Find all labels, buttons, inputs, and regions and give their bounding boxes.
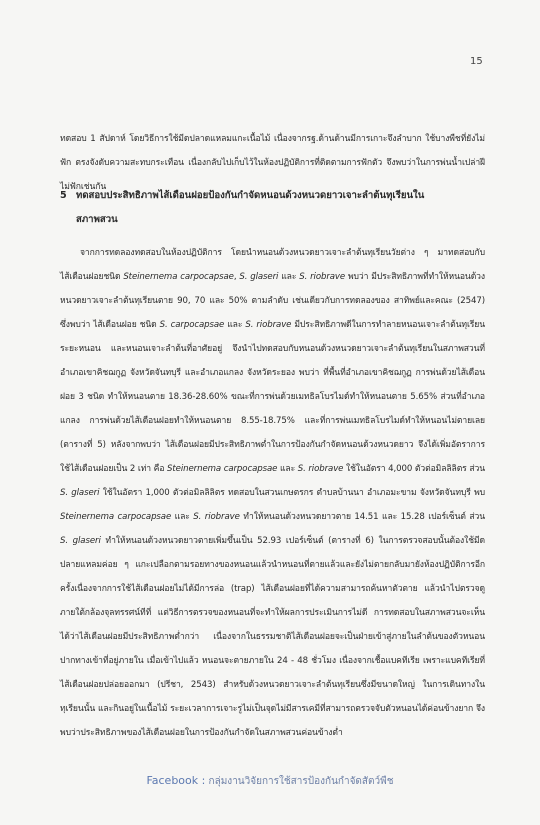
body-text: และ	[224, 319, 246, 330]
body-text: มีประสิทธิภาพดีในการทำลายหนอนเจาะลำต้นทุเรียนระยะหนอน และหนอนเจาะลำต้นที่อาศัยอยู่ จึงนำไปทดสอบกับหนอนด้วงหนวดยาวเจาะลำต้นทุเรียนในสภาพสวนที่อำเภอเขาคิชฌกูฏ จังหวัดจันทบุรี และอำเภอแกลง จังหวัดระยอง พบว่า ที่พื้นที่อำเภอเขาคิชฌกูฏ การพ่นด้วยไส้เดือนฝอย 3 ชนิด ทำให้หนอนตาย 18.36-28.60% ขณะที่การพ่นด้วยเมทธิลโบรไมด์ทำให้หนอนตาย 5.65% ส่วนที่อำเภอแกลง การพ่นด้วยไส้เดือนฝอยทำให้หนอนตาย 8.55-18.75% และที่การพ่นเมทธิลโบรไมด์ทำให้หนอนไม่ตายเลย (ตารางที่ 5) หลังจากพบว่า ไส้เดือนฝอยมีประสิทธิภาพต่ำในการป้องกันกำจัดหนอนด้วงหนวดยาว จึงได้เพิ่มอัตราการใช้ไส้เดือนฝอยเป็น 2 เท่า คือ	[60, 319, 486, 474]
species-name: S. riobrave	[193, 511, 240, 522]
body-text: พบว่า มีประสิทธิภาพที่ทำให้หนอนด้วงหนวดยาวเจาะลำต้นทุเรียนตาย 90, 70 และ 50% ตามลำดับ เช่นเดียวกับการทดลองของ สาทิพย์และคณะ (2547) ซึ่งพบว่า ไส้เดือนฝอย ชนิด	[60, 271, 485, 330]
body-text: ทำให้หนอนด้วงหนวดยาวตายเพิ่มขึ้นเป็น 52.93 เปอร์เซ็นต์ (ตารางที่ 6) ในการตรวจสอบนั้นต้องใช้มีดปลายแหลมค่อย ๆ แกะเปลือกตามรอยทางของหนอนแล้วนำหนอนที่ตายแล้วและยังไม่ตายกลับมายังห้องปฏิบัติการอีกครั้งเนื่องจากการใช้ไส้เดือนฝอยไม่ได้มีการล่อ (trap) ไส้เดือนฝอยที่ได้ความสามารถค้นหาตัวตาย แล้วนำไปตรวจดูภายใต้กล้องจุลทรรศน์ทีที่ แต่วิธีการตรวจของหนอนที่จะทำให้ผลการประเมินการไม่ดี การทดสอบในสภาพสวนจะเห็นได้ว่าไส้เดือนฝอยมีประสิทธิภาพต่ำกว่า เนื่องจากในธรรมชาติไส้เดือนฝอยจะเป็นฝ่ายเข้าสู่ภายในลำต้นของตัวหนอนปากทางเข้าที่อยู่ภายใน เมื่อเข้าไปแล้ว หนอนจะตายภายใน 24 - 48 ชั่วโมง เนื่องจากเชื้อแบคทีเรีย เพราะแบคทีเรียที่ไส้เดือนฝอยปล่อยออกมา (ปรีชา, 2543) สำหรับด้วงหนวดยาวเจาะลำต้นทุเรียนซึ่งมีขนาดใหญ่ ในการเดินทางในทุเรียนนั้น และกินอยู่ในเนื้อไม้ ระยะเวลาการเจาะรูไม่เป็นจุดไม่มีสารเคมีที่สามารถตรวจจับตัวหนอนได้ค่อนข้างยาก จึงพบว่าประสิทธิภาพของไส้เดือนฝอยในการป้องกันกำจัดในสภาพสวนค่อนข้างต่ำ	[60, 535, 485, 738]
section-number: 5	[60, 190, 67, 201]
body-text: ทำให้หนอนด้วงหนวดยาวตาย 14.51 และ 15.28 เปอร์เซ็นต์ ส่วน	[239, 511, 485, 522]
species-name: S. riobrave	[297, 463, 344, 474]
section-heading	[60, 184, 490, 232]
footer-credit	[0, 774, 540, 789]
species-name: S. riobrave	[245, 319, 292, 330]
paragraph-body	[60, 241, 485, 745]
paragraph-intro: ทดสอบ 1 สัปดาห์ โดยวิธีการใช้มีดปลาดแหลมแกะเนื้อไม้ เนื่องจากรฐ.ด้านด้านมีการเกาะจึงลำบาก ใช้บางพืชที่ยังไม่ฟัก ตรงจังดับความสะทบกระเทือน เนื่องกลับไปเก็บไว้ในห้องปฏิบัติการที่ติดตามการฟักตัว จึงพบว่าในการพ่นน้ำเปล่าฝีไม่ฟักเช่นกัน	[60, 133, 485, 192]
species-name: Steinernema carpocapsae	[123, 271, 234, 282]
species-name: S. glaseri	[239, 271, 279, 282]
species-name: S. carpocapsae	[159, 319, 225, 330]
page-number: 15	[470, 56, 483, 67]
facebook-group-name: กลุ่มงานวิจัยการใช้สารป้องกันกำจัดสัตว์พืช	[208, 776, 394, 787]
species-name: Steinernema carpocapsae	[60, 511, 172, 522]
body-text: ใช้ในอัตรา 1,000 ตัวต่อมิลลิลิตร ทดสอบในสวนเกษตรกร ตำบลบ้านนา อำเภอมะขาม จังหวัดจันทบุรี พบ	[99, 487, 485, 498]
facebook-label: Facebook :	[146, 774, 206, 787]
body-text: และ	[277, 463, 298, 474]
section-title-line1: ทดสอบประสิทธิภาพไส้เดือนฝอยป้องกันกำจัดหนอนด้วงหนวดยาวเจาะลำต้นทุเรียนใน	[76, 190, 425, 201]
body-text: และ	[278, 271, 300, 282]
species-name: Steinernema carpocapsae	[167, 463, 278, 474]
species-name: S. glaseri	[60, 487, 100, 498]
body-text: จากการทดลองทดสอบในห้องปฏิบัติการ โดยนำหนอนด้วงหนวดยาวเจาะลำต้นทุเรียนวัยต่าง ๆ มาทดสอบกับไส้เดือนฝอยชนิด	[60, 247, 485, 282]
body-text: ใช้ในอัตรา 4,000 ตัวต่อมิลลิลิตร ส่วน	[343, 463, 485, 474]
species-name: S. riobrave	[299, 271, 346, 282]
section-title-line2: สภาพสวน	[76, 214, 118, 225]
body-text: และ	[171, 511, 194, 522]
species-name: S. glaseri	[60, 535, 101, 546]
body-text: ,	[233, 271, 240, 282]
